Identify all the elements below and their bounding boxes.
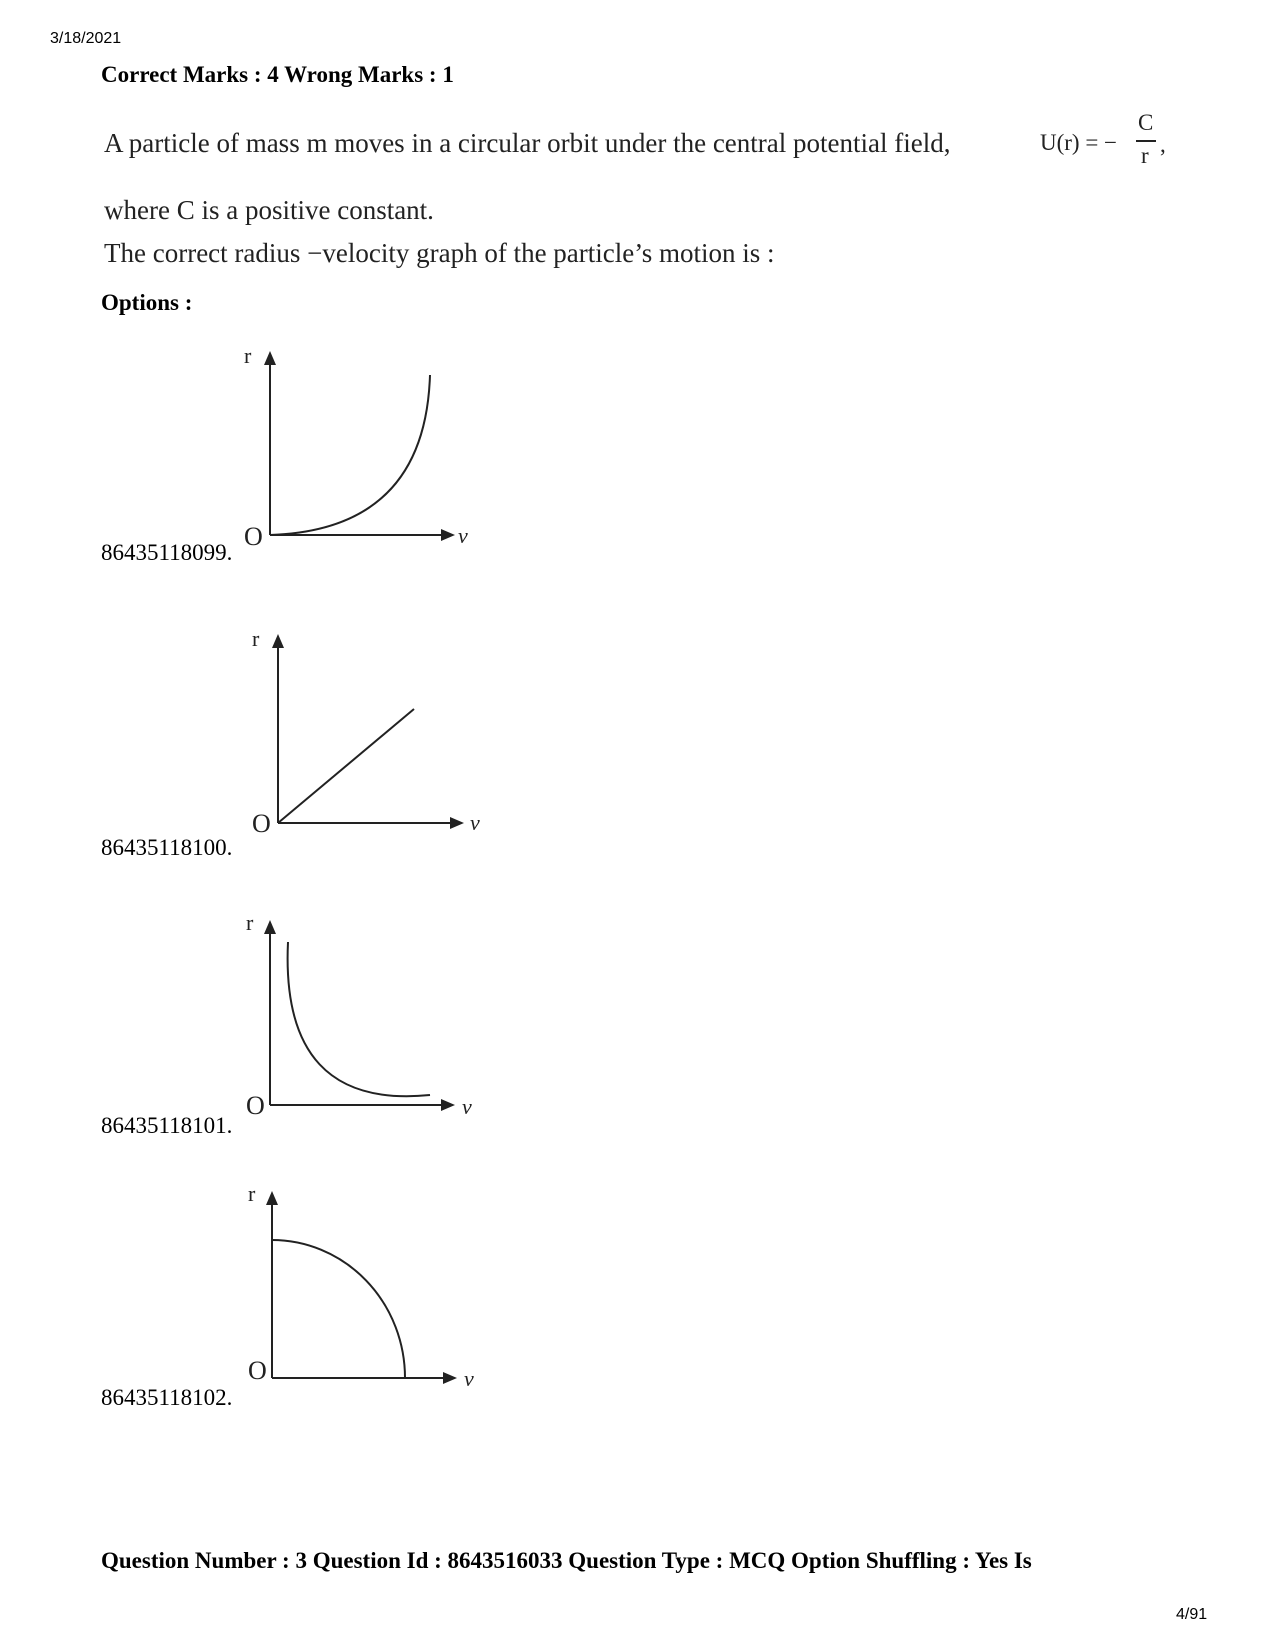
option-graph-3 <box>240 910 510 1130</box>
question-meta-footer: Question Number : 3 Question Id : 8643516033 Question Type : MCQ Option Shuffling : Yes Is <box>101 1548 1032 1573</box>
option-graph-2 <box>240 628 510 848</box>
option-id-4[interactable]: 86435118102. <box>101 1385 233 1410</box>
x-axis-label: v <box>462 1094 472 1119</box>
option-id-1[interactable]: 86435118099. <box>101 540 233 565</box>
print-date: 3/18/2021 <box>50 30 122 47</box>
potential-numerator: C <box>1138 110 1154 135</box>
question-line-1: A particle of mass m moves in a circular orbit under the central potential field, <box>104 128 951 158</box>
y-axis-label: r <box>246 910 254 935</box>
x-axis-label: v <box>458 523 468 548</box>
option-graph-4 <box>240 1183 510 1403</box>
option-graph-1 <box>240 345 510 565</box>
option-id-2[interactable]: 86435118100. <box>101 835 233 860</box>
question-line-2: where C is a positive constant. <box>104 195 434 225</box>
origin-label: O <box>248 1356 267 1385</box>
x-axis-label: v <box>470 810 480 835</box>
y-axis-label: r <box>252 628 260 651</box>
y-axis-label: r <box>244 345 252 368</box>
question-line-3: The correct radius −velocity graph of the particle’s motion is : <box>104 238 775 268</box>
x-axis-label: v <box>464 1366 474 1391</box>
y-axis-label: r <box>248 1183 256 1206</box>
page-number: 4/91 <box>1176 1606 1208 1623</box>
potential-comma: , <box>1160 132 1166 157</box>
origin-label: O <box>246 1091 265 1120</box>
origin-label: O <box>252 809 271 838</box>
origin-label: O <box>244 522 263 551</box>
options-label: Options : <box>101 290 193 315</box>
potential-denominator: r <box>1141 143 1149 168</box>
marks-line: Correct Marks : 4 Wrong Marks : 1 <box>101 62 454 87</box>
potential-lhs: U(r) = − <box>1040 130 1118 155</box>
fraction-bar <box>1136 140 1156 142</box>
option-id-3[interactable]: 86435118101. <box>101 1113 233 1138</box>
